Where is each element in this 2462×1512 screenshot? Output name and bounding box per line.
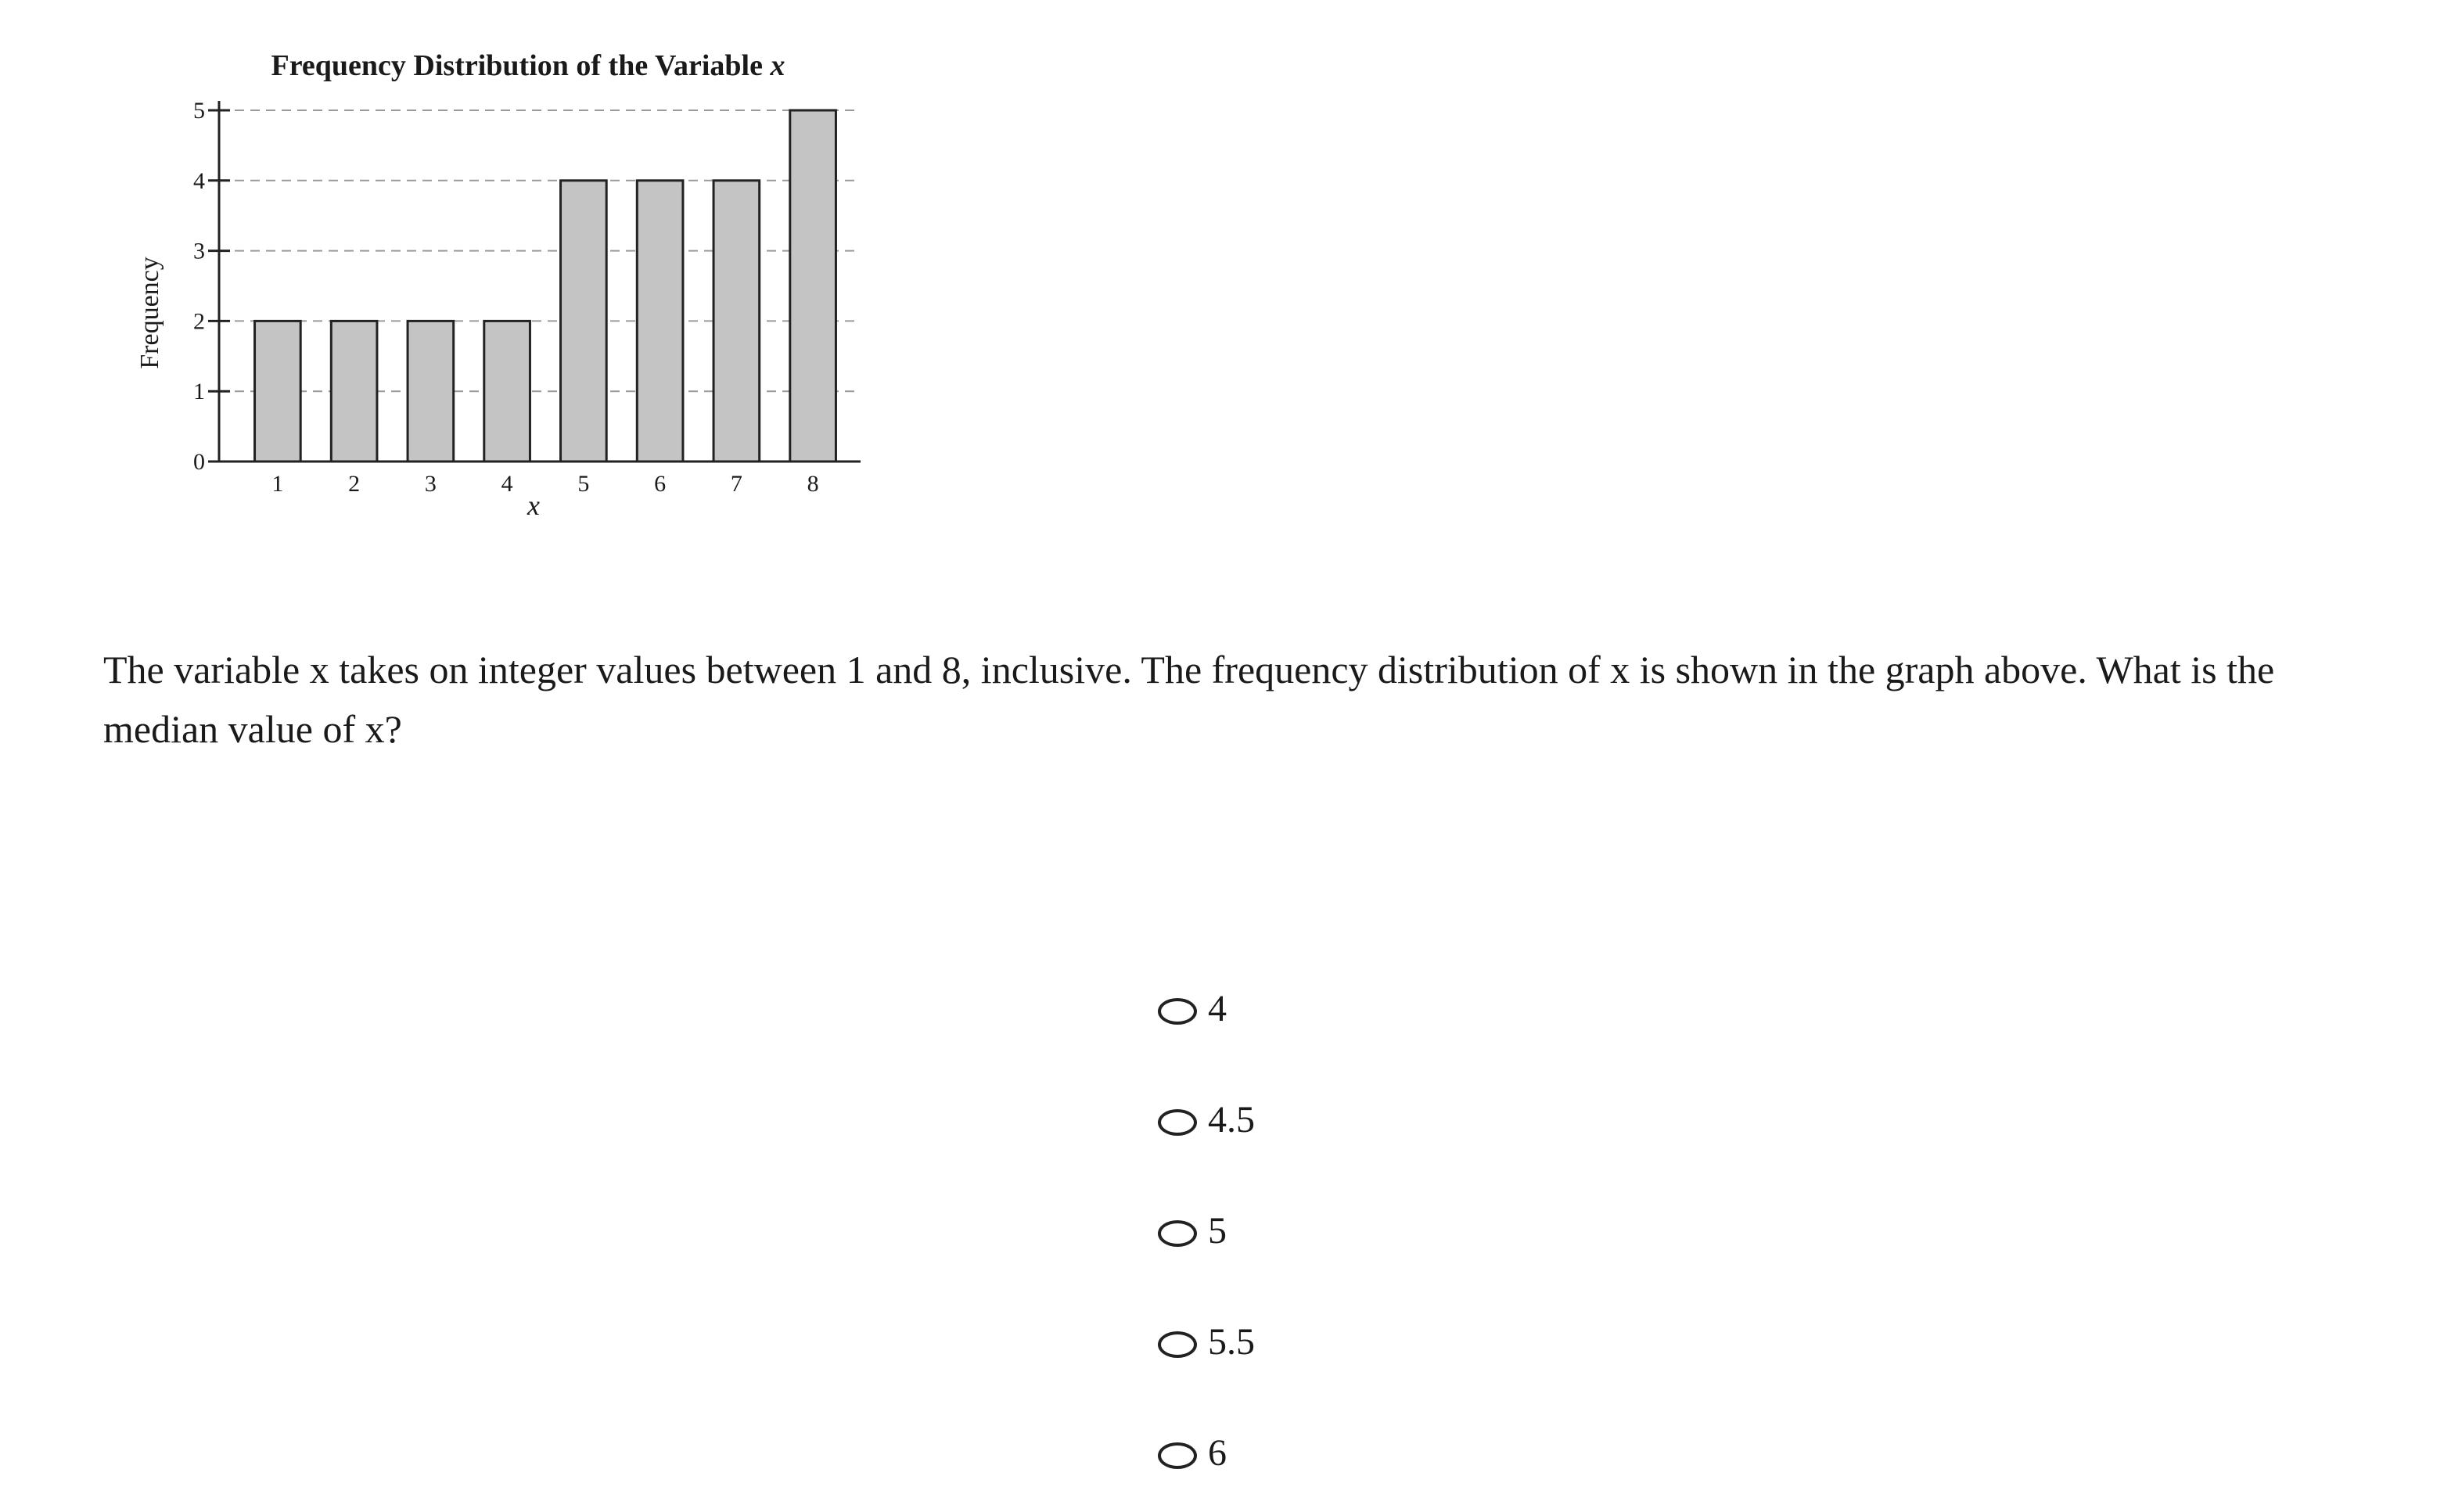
y-tick-label: 5 [193,98,205,124]
x-tick-label: 7 [730,471,742,497]
bar-3 [408,321,454,462]
bar-1 [255,321,301,462]
radio-button-icon[interactable] [1158,1109,1197,1136]
y-tick-label: 4 [193,167,205,194]
option-label: 6 [1208,1431,1227,1474]
y-tick-label: 1 [193,379,205,405]
chart-title: Frequency Distribution of the Variable x [271,49,785,82]
bar-8 [790,110,836,462]
option-4[interactable] [1158,953,1255,1064]
x-tick-labels [271,471,818,497]
option-label: 5 [1208,1209,1227,1252]
x-tick-label: 2 [348,471,361,497]
x-tick-label: 1 [271,471,284,497]
option-label: 5.5 [1208,1320,1255,1363]
y-tick-label: 3 [193,238,205,264]
answer-options [1158,953,1255,1508]
bar-7 [713,181,760,462]
y-tick-label: 0 [193,449,205,475]
chart-title-variable: x [770,49,785,82]
x-tick-label: 8 [807,471,819,497]
option-5[interactable] [1158,1175,1255,1286]
bar-4 [484,321,530,462]
radio-button-icon[interactable] [1158,1220,1197,1247]
bars [255,110,836,462]
y-tick-label: 2 [193,308,205,335]
option-6[interactable] [1158,1397,1255,1508]
y-axis-label: Frequency [135,257,164,369]
radio-button-icon[interactable] [1158,1331,1197,1358]
x-tick-label: 3 [424,471,437,497]
option-label: 4.5 [1208,1098,1255,1140]
question-text: The variable x takes on integer values between 1 and 8, inclusive. The frequency distribution of x is shown in the graph above. What is the median value of x? [103,648,2275,751]
x-tick-label: 6 [654,471,667,497]
option-5-5[interactable] [1158,1286,1255,1397]
axes [208,101,861,462]
y-tick-labels [193,98,205,475]
bar-5 [561,181,607,462]
option-label: 4 [1208,987,1227,1029]
radio-button-icon[interactable] [1158,998,1197,1025]
frequency-bar-chart [117,31,900,548]
x-tick-label: 4 [501,471,513,497]
radio-button-icon[interactable] [1158,1442,1197,1469]
x-tick-label: 5 [577,471,590,497]
grid-lines [219,110,861,391]
bar-2 [331,321,377,462]
x-axis-label: x [527,490,540,521]
bar-6 [637,181,683,462]
option-4-5[interactable] [1158,1064,1255,1175]
